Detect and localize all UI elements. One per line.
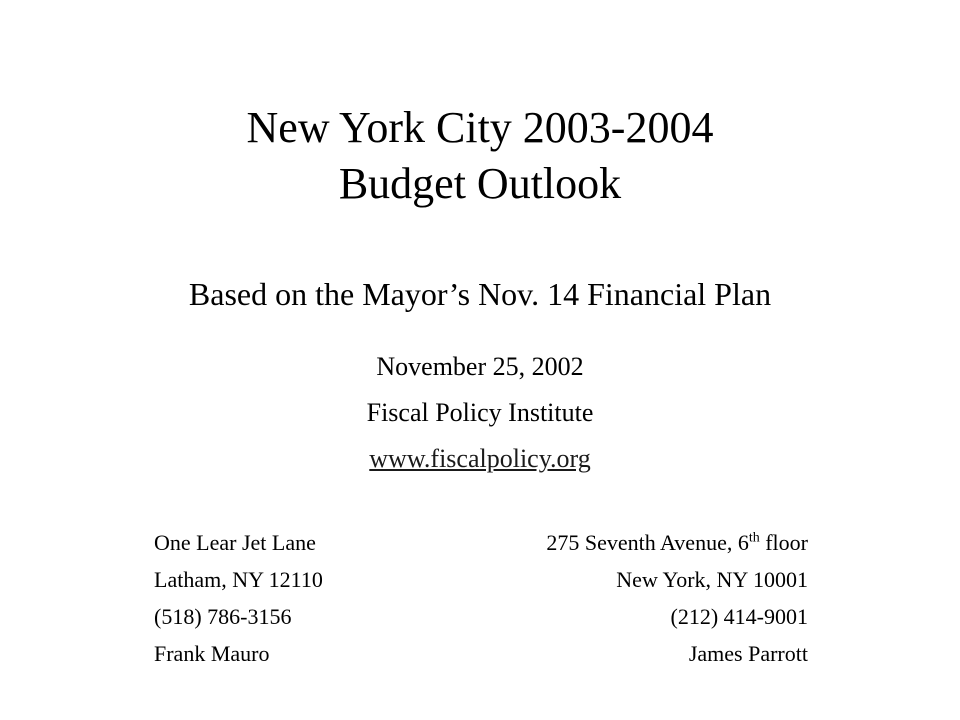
right-address-block <box>546 524 808 672</box>
right-street-sup: th <box>748 530 760 546</box>
right-contact: James Parrott <box>688 641 808 666</box>
page-title <box>0 100 960 212</box>
left-street: One Lear Jet Lane <box>154 530 316 555</box>
subtitle: Based on the Mayor’s Nov. 14 Financial Plan <box>188 276 772 312</box>
website-link[interactable]: www.fiscalpolicy.org <box>369 444 591 473</box>
info-block <box>0 344 960 482</box>
right-street <box>546 524 808 561</box>
right-street-prefix: 275 Seventh Avenue, 6 <box>546 530 749 555</box>
report-date: November 25, 2002 <box>376 352 584 381</box>
left-contact: Frank Mauro <box>154 641 270 666</box>
right-phone: (212) 414-9001 <box>670 604 808 629</box>
organization-name: Fiscal Policy Institute <box>366 398 594 427</box>
left-city: Latham, NY 12110 <box>154 567 323 592</box>
title-line-1: New York City 2003-2004 <box>246 103 714 152</box>
title-line-2: Budget Outlook <box>338 159 622 208</box>
left-address-block <box>154 524 323 672</box>
right-city: New York, NY 10001 <box>616 567 808 592</box>
right-street-suffix: floor <box>759 530 808 555</box>
left-phone: (518) 786-3156 <box>154 604 292 629</box>
